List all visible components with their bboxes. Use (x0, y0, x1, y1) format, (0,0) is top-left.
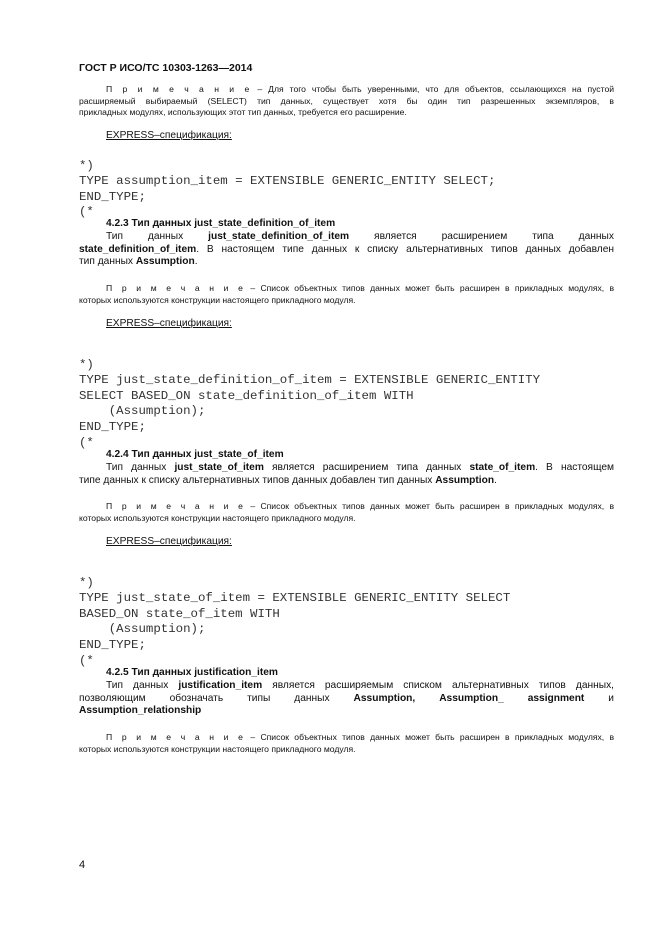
note-text: которых используются конструкции настоящего прикладного модуля. (79, 512, 356, 523)
word: обозначать (169, 692, 224, 704)
section-paragraph-4-2-4 (79, 462, 614, 487)
word: данных (578, 231, 614, 242)
word: Тип (106, 231, 123, 242)
word: данных (294, 692, 330, 704)
text: является расширяемым списком альтернативных типов данных, (262, 680, 614, 691)
term-bold: justification_item (178, 680, 263, 691)
code-line: (Assumption); (79, 404, 206, 419)
text: типе данных к списку альтернативных типов данных добавлен тип данных (79, 474, 436, 486)
section-heading-4-2-3: 4.2.3 Тип данных just_state_definition_of_item (106, 218, 336, 229)
text: Тип данных (106, 462, 175, 473)
note-block-3 (79, 501, 614, 524)
note-text: Список объектных типов данных может быть расширен в прикладных модулях, в (260, 732, 615, 742)
note-label: П р и м е ч а н и е (106, 84, 252, 94)
code-line: END_TYPE; (79, 637, 146, 652)
section-heading-4-2-4: 4.2.4 Тип данных just_state_of_item (106, 449, 284, 460)
note-text: Список объектных типов данных может быть расширен в прикладных модулях, в (260, 283, 615, 293)
note-block-1 (79, 84, 614, 119)
note-dash: – (257, 84, 263, 94)
note-label: П р и м е ч а н и е (106, 732, 246, 742)
code-line: BASED_ON state_of_item WITH (79, 606, 280, 621)
code-line: TYPE just_state_of_item = EXTENSIBLE GENERIC_ENTITY SELECT (79, 591, 511, 606)
term-bold: just_state_definition_of_item (208, 231, 350, 242)
section-heading-4-2-5: 4.2.5 Тип данных justification_item (106, 667, 278, 678)
note-text: которых используются конструкции настоящего прикладного модуля. (79, 294, 356, 305)
term-bold: Assumption_relationship (79, 705, 202, 717)
word: типа (532, 231, 554, 242)
code-line: END_TYPE; (79, 419, 146, 434)
term-bold: state_of_item (469, 462, 536, 473)
section-paragraph-4-2-5 (79, 680, 614, 718)
text: . В настоящем типе данных к списку альтернативных типов данных добавлен (196, 243, 614, 255)
code-line: END_TYPE; (79, 189, 146, 204)
note-text: прикладных модулях, использующих этот тип данных, требуется его расширение. (79, 107, 407, 118)
express-spec-label: EXPRESS–спецификация: (106, 130, 232, 141)
code-line: (* (79, 435, 94, 450)
text: является расширением типа данных (263, 462, 470, 473)
note-dash: – (250, 283, 256, 293)
page-number: 4 (79, 859, 86, 871)
note-text: которых используются конструкции настоящего прикладного модуля. (79, 743, 356, 754)
code-line: *) (79, 575, 94, 590)
word: является (374, 231, 417, 242)
term-bold: state_definition_of_item (79, 243, 197, 255)
term-bold: Assumption_ (439, 692, 504, 704)
text: Тип данных (106, 680, 179, 691)
term-bold: Assumption (135, 256, 195, 268)
note-text: Для того чтобы быть уверенными, что для объектов, ссылающихся на пустой (268, 84, 615, 94)
express-spec-label: EXPRESS–спецификация: (106, 536, 232, 547)
word: позволяющим (79, 692, 146, 704)
term-bold: just_state_of_item (174, 462, 264, 473)
section-paragraph-4-2-3 (79, 231, 614, 269)
note-dash: – (250, 732, 256, 742)
express-spec-label: EXPRESS–спецификация: (106, 318, 232, 329)
term-bold: Assumption, (353, 692, 416, 704)
code-line: TYPE assumption_item = EXTENSIBLE GENERIC_ENTITY SELECT; (79, 174, 496, 189)
text: . В настоящем (535, 462, 615, 473)
note-label: П р и м е ч а н и е (106, 283, 246, 293)
word: данных (147, 231, 184, 242)
text: тип данных (79, 256, 136, 268)
note-dash: – (250, 501, 256, 511)
text: . (494, 474, 497, 486)
term-bold: Assumption (435, 474, 495, 486)
note-block-2 (79, 283, 614, 306)
code-line: TYPE just_state_definition_of_item = EXTENSIBLE GENERIC_ENTITY (79, 373, 541, 388)
word: типы (247, 692, 271, 704)
code-line: *) (79, 357, 94, 372)
code-line: (Assumption); (79, 622, 206, 637)
text: . (194, 256, 198, 268)
note-text: расширяемый выбираемый (SELECT) тип данных, существует хотя бы один тип разрешенных экземпляров, в (79, 95, 614, 106)
term-bold: assignment (527, 692, 585, 704)
page-header-title: ГОСТ Р ИСО/ТС 10303-1263—2014 (79, 62, 253, 74)
word: и (608, 692, 614, 704)
note-label: П р и м е ч а н и е (106, 501, 246, 511)
code-line: (* (79, 205, 94, 220)
note-text: Список объектных типов данных может быть расширен в прикладных модулях, в (260, 501, 615, 511)
word: расширением (441, 231, 508, 242)
note-block-4 (79, 732, 614, 755)
code-line: SELECT BASED_ON state_definition_of_item WITH (79, 388, 414, 403)
code-line: *) (79, 158, 94, 173)
code-line: (* (79, 653, 94, 668)
